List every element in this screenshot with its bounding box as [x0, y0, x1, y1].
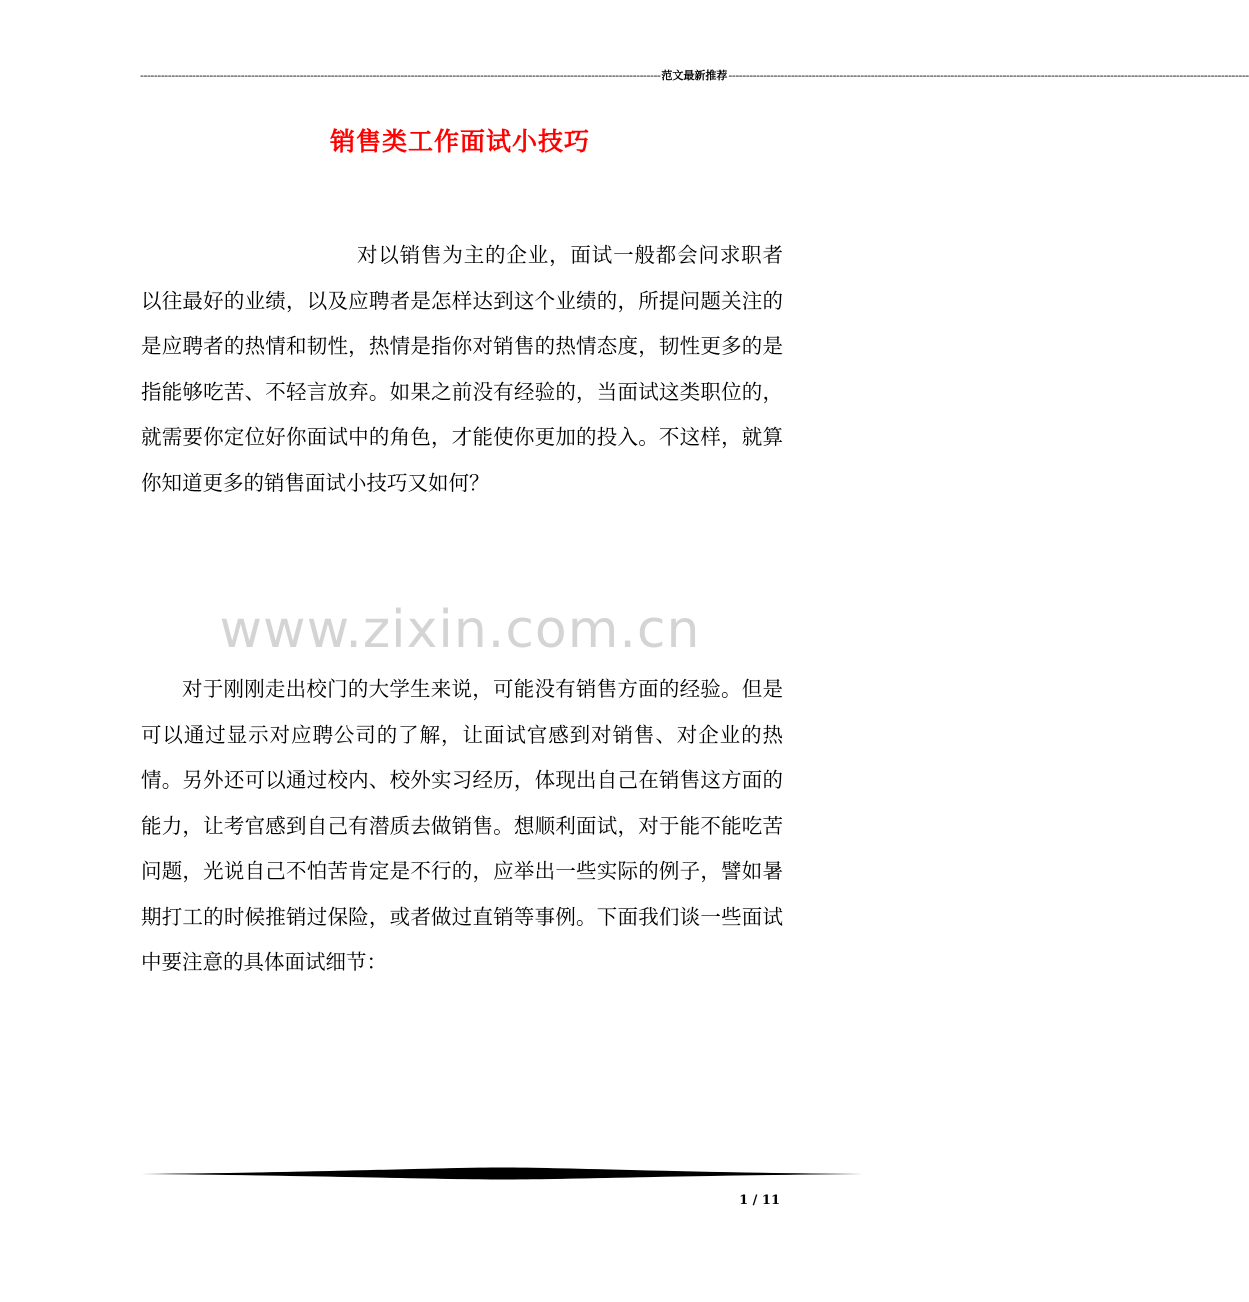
watermark: www.zixin.com.cn [219, 600, 701, 660]
page-header [140, 66, 1249, 86]
footer-rule [141, 1167, 863, 1181]
document-title: 销售类工作面试小技巧 [329, 127, 590, 156]
header-label: 范文最新推荐 [661, 69, 728, 82]
header-dashes-left: ------------------------------------------------------------------------------------------------------------------------------------------------------ [140, 69, 661, 82]
paragraph-2: 对于刚刚走出校门的大学生来说，可能没有销售方面的经验。但是可以通过显示对应聘公司的了解，让面试官感到对销售、对企业的热情。另外还可以通过校内、校外实习经历，体现出自己在销售这方面的能力，让考官感到自己有潜质去做销售。想顺利面试，对于能不能吃苦问题，光说自己不怕苦肯定是不行的，应举出一些实际的例子，譬如暑期打工的时候推销过保险，或者做过直销等事例。下面我们谈一些面试中要注意的具体面试细节： [141, 677, 783, 974]
paragraph-1: 对以销售为主的企业，面试一般都会问求职者以往最好的业绩，以及应聘者是怎样达到这个业绩的，所提问题关注的是应聘者的热情和韧性，热情是指你对销售的热情态度，韧性更多的是指能够吃苦、不轻言放弃。如果之前没有经验的，当面试这类职位的，就需要你定位好你面试中的角色，才能使你更加的投入。不这样，就算你知道更多的销售面试小技巧又如何？ [141, 243, 783, 495]
page-number: 1 / 11 [739, 1193, 780, 1208]
header-dashes-right: ------------------------------------------------------------------------------------------------------------------------------------------------------ [728, 69, 1249, 82]
